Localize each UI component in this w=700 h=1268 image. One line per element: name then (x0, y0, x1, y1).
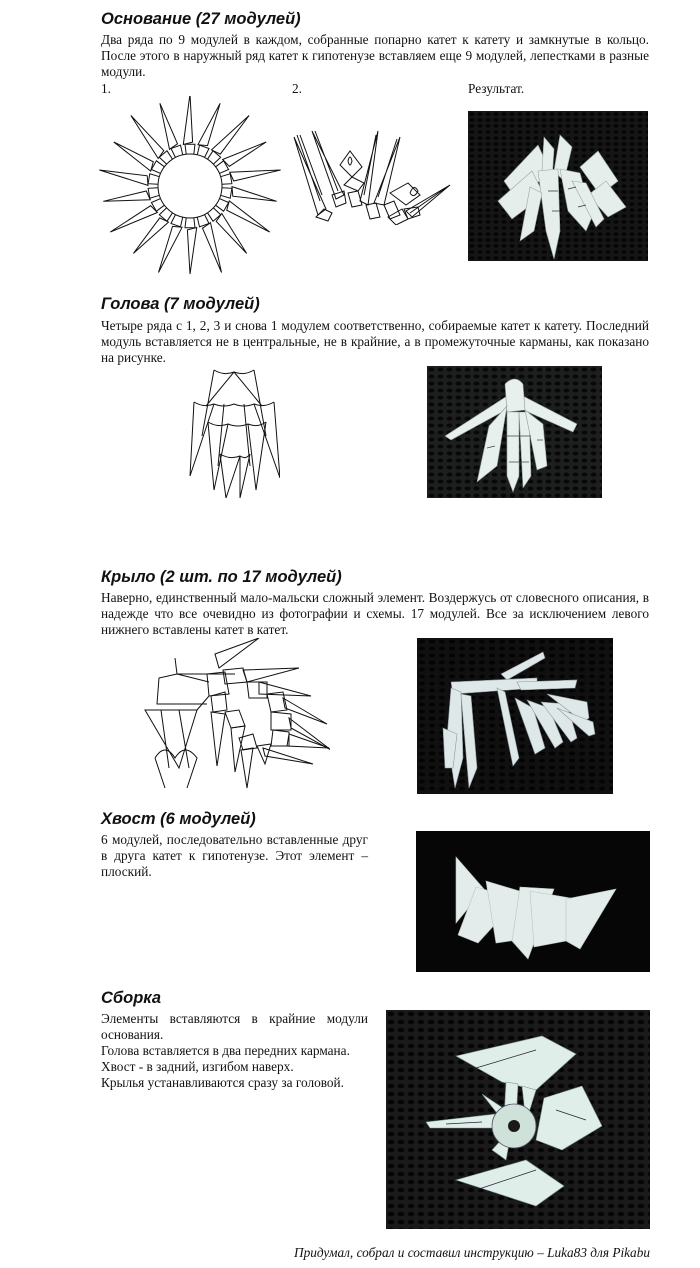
section-text-head: Четыре ряда с 1, 2, 3 и снова 1 модулем соответственно, собираемые катет к катету. Последний модуль вставляется не в центральные, не в крайние, а в промежуточные карманы, как показано на рисунке. (101, 318, 649, 365)
step-label-1: 1. (101, 81, 111, 96)
section-title-assembly: Сборка (101, 989, 162, 1007)
wing-photo (417, 638, 613, 794)
section-text-base: Два ряда по 9 модулей в каждом, собранные попарно катет к катету и замкнутые в кольцо. После этого в наружный ряд катет к гипотенузе вставляем еще 9 модулей, лепестками в разные модули. (101, 32, 649, 79)
tail-photo-svg (416, 831, 650, 972)
ring-diagram-svg (98, 96, 283, 281)
base-result-photo (468, 111, 648, 261)
assembly-line: Хвост - в задний, изгибом наверх. (101, 1059, 294, 1074)
section-title-wing: Крыло (2 шт. по 17 модулей) (101, 568, 342, 586)
ring-modules (148, 144, 232, 227)
section-text-assembly (101, 1011, 368, 1091)
wing-diagram (135, 638, 330, 794)
base-arc-diagram (292, 125, 452, 225)
tail-photo (416, 831, 650, 972)
ring-petals (99, 96, 280, 274)
section-title-base: Основание (27 модулей) (101, 10, 301, 28)
assembly-photo (386, 1010, 650, 1229)
base-ring-diagram (98, 96, 283, 281)
arc-diagram-svg (292, 125, 452, 225)
head-photo-svg (427, 366, 602, 498)
wing-diagram-svg (135, 638, 330, 794)
section-title-tail: Хвост (6 модулей) (101, 810, 256, 828)
author-credit: Придумал, собрал и составил инструкцию – Luka83 для Pikabu (293, 1245, 650, 1260)
section-text-wing: Наверно, единственный мало-мальски сложный элемент. Воздержусь от словесного описания, в надежде что все очевидно из фотографии и схемы. 17 модулей. Все за исключением левого нижнего вставлены катет в катет. (101, 590, 649, 637)
assembly-photo-svg (386, 1010, 650, 1229)
step-label-2: 2. (292, 81, 302, 96)
section-text-tail: 6 модулей, последовательно вставленные друг в друга катет к гипотенузе. Этот элемент – плоский. (101, 832, 368, 879)
assembly-line: Элементы вставляются в крайние модули основания. (101, 1011, 368, 1042)
ring-inner-circle (158, 154, 222, 218)
wing-photo-svg (417, 638, 613, 794)
assembly-line: Голова вставляется в два передних кармана. (101, 1043, 350, 1058)
assembly-line: Крылья устанавливаются сразу за головой. (101, 1075, 344, 1090)
base-photo-svg (468, 111, 648, 261)
head-diagram-svg (188, 366, 280, 498)
head-photo (427, 366, 602, 498)
section-title-head: Голова (7 модулей) (101, 295, 260, 313)
result-label: Результат. (468, 81, 525, 96)
head-diagram (188, 366, 280, 498)
